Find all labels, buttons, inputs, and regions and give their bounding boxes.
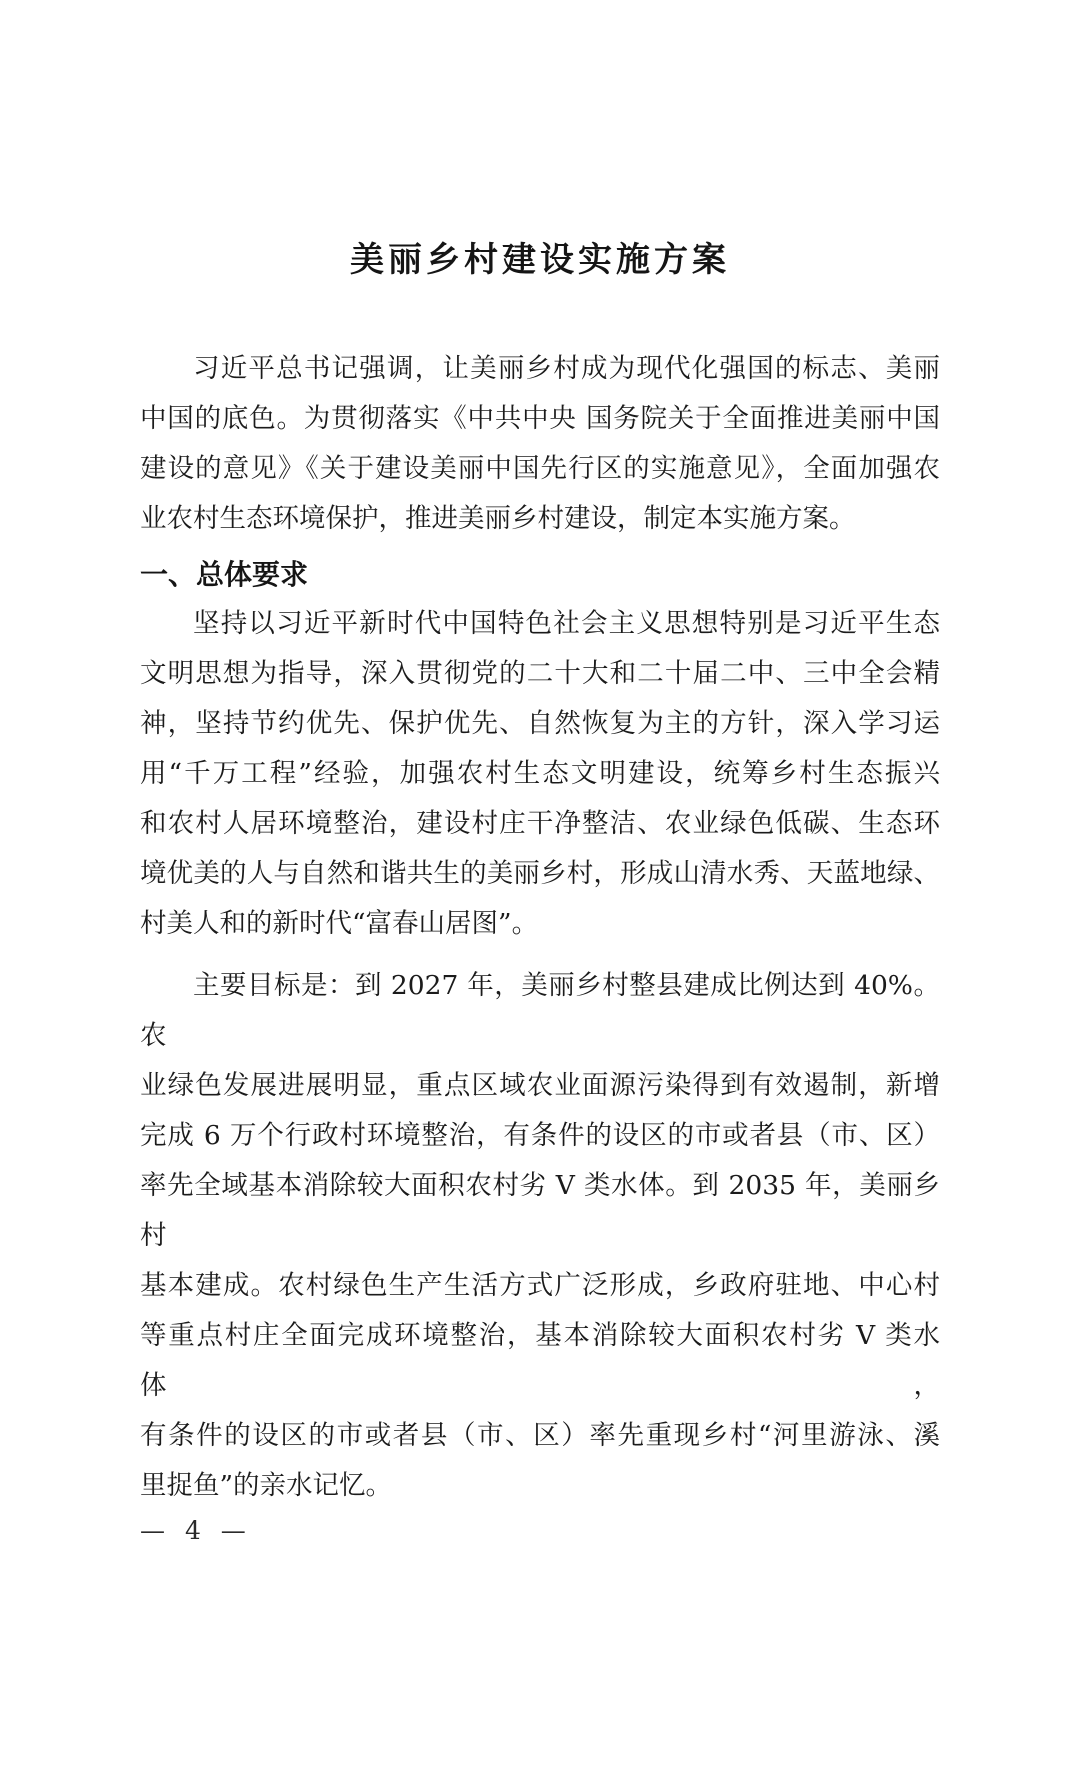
text-line: 和农村人居环境整治，建设村庄干净整洁、农业绿色低碳、生态环: [140, 808, 940, 839]
text-line: 神，坚持节约优先、保护优先、自然恢复为主的方针，深入学习运: [140, 708, 940, 739]
paragraph: [140, 961, 940, 1511]
text-line: 里捉鱼”的亲水记忆。: [140, 1470, 393, 1501]
text-line: 境优美的人与自然和谐共生的美丽乡村，形成山清水秀、天蓝地绿、: [140, 858, 940, 889]
section-heading: 一、总体要求: [140, 558, 309, 591]
text-line: 率先全域基本消除较大面积农村劣 V 类水体。到 2035 年，美丽乡村: [140, 1170, 940, 1251]
text-line: 习近平总书记强调，让美丽乡村成为现代化强国的标志、美丽: [193, 353, 940, 384]
document-body: [140, 344, 940, 1511]
document-page: [0, 241, 1080, 1768]
text-line: 业农村生态环境保护，推进美丽乡村建设，制定本实施方案。: [140, 503, 856, 534]
paragraph: [140, 344, 940, 544]
text-line: 基本建成。农村绿色生产生活方式广泛形成，乡政府驻地、中心村: [140, 1270, 940, 1301]
paragraph: [140, 599, 940, 949]
page-number: — 4 —: [140, 1516, 252, 1545]
text-line: 有条件的设区的市或者县（市、区）率先重现乡村“河里游泳、溪: [140, 1420, 940, 1451]
text-line: 坚持以习近平新时代中国特色社会主义思想特别是习近平生态: [193, 608, 940, 639]
text-line: 完成 6 万个行政村环境整治，有条件的设区的市或者县（市、区）: [140, 1120, 940, 1151]
text-line: 主要目标是：到 2027 年，美丽乡村整县建成比例达到 40%。农: [140, 970, 940, 1051]
text-line: 等重点村庄全面完成环境整治，基本消除较大面积农村劣 V 类水体，: [140, 1320, 940, 1401]
text-line: 中国的底色。为贯彻落实《中共中央 国务院关于全面推进美丽中国: [140, 403, 940, 434]
text-line: 用“千万工程”经验，加强农村生态文明建设，统筹乡村生态振兴: [140, 758, 940, 789]
text-line: 建设的意见》《关于建设美丽中国先行区的实施意见》，全面加强农: [140, 453, 940, 484]
document-title: 美丽乡村建设实施方案: [350, 240, 730, 280]
text-line: 村美人和的新时代“富春山居图”。: [140, 908, 539, 939]
text-line: 文明思想为指导，深入贯彻党的二十大和二十届二中、三中全会精: [140, 658, 940, 689]
text-line: 业绿色发展进展明显，重点区域农业面源污染得到有效遏制，新增: [140, 1070, 940, 1101]
